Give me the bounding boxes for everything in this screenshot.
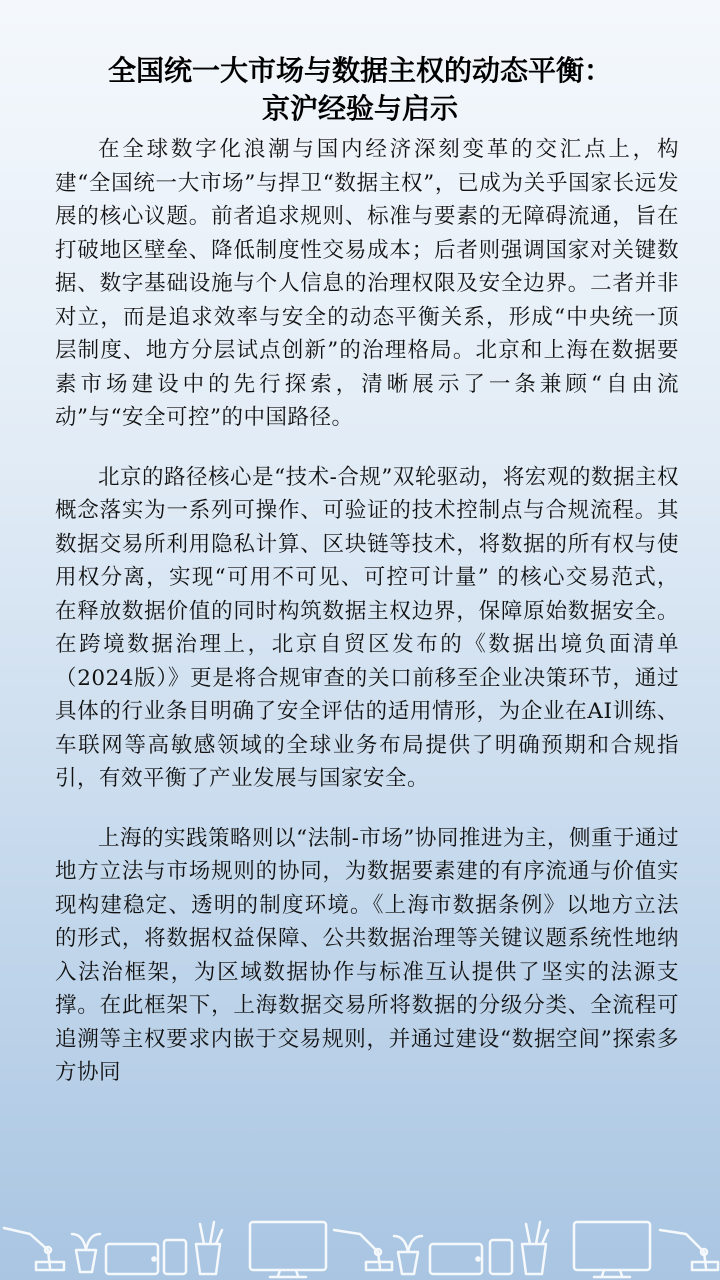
paragraph-1: 在全球数字化浪潮与国内经济深刻变革的交汇点上，构建“全国统一大市场”与捍卫“数据主权”，已成为关乎国家长远发展的核心议题。前者追求规则、标准与要素的无障碍流通，旨在打破地区壁垒、降低制度性交易成本；后者则强调国家对关键数据、数字基础设施与个人信息的治理权限及安全边界。二者并非对立，而是追求效率与安全的动态平衡关系，形成“中央统一顶层制度、地方分层试点创新”的治理格局。北京和上海在数据要素市场建设中的先行探索，清晰展示了一条兼顾“自由流动”与“安全可控”的中国路径。: [55, 137, 679, 430]
desk-lamp-icon-2: [334, 1230, 392, 1270]
pen-cup-icon: [196, 1222, 222, 1274]
article-body: [55, 133, 679, 1116]
monitor-icon-2: [574, 1222, 650, 1277]
phone-icon: [164, 1240, 186, 1274]
monitor-icon: [250, 1222, 326, 1277]
title-line-1: 全国统一大市场与数据主权的动态平衡：: [107, 54, 612, 87]
plant-pot-icon: [72, 1234, 100, 1272]
paragraph-3: 上海的实践策略则以“法制-市场”协同推进为主，侧重于通过地方立法与市场规则的协同，为数据要素建的有序流通与价值实现构建稳定、透明的制度环境。《上海市数据条例》以地方立法的形式，将数据权益保障、公共数据治理等关键议题系统性地纳入法治框架，为区域数据协作与标准互认提供了坚实的法源支撑。在此框架下，上海数据交易所将数据的分级分类、全流程可追溯等主权要求内嵌于交易规则，并通过建设“数据空间”探索多方协同: [55, 825, 679, 1085]
tablet-icon-2: [430, 1244, 482, 1274]
desk-lamp-icon-3: [660, 1230, 718, 1270]
article-title: [0, 52, 720, 128]
tablet-icon: [106, 1244, 158, 1274]
title-line-2: 京沪经验与启示: [261, 92, 458, 125]
plant-pot-icon-2: [394, 1236, 422, 1274]
desk-lamp-icon: [4, 1228, 64, 1270]
pen-cup-icon-2: [522, 1222, 548, 1274]
office-decoration-strip: [0, 1200, 720, 1280]
phone-icon-2: [490, 1240, 512, 1274]
paragraph-2: 北京的路径核心是“技术-合规”双轮驱动，将宏观的数据主权概念落实为一系列可操作、可验证的技术控制点与合规流程。其数据交易所利用隐私计算、区块链等技术，将数据的所有权与使用权分离，实现“可用不可见、可控可计量” 的核心交易范式，在释放数据价值的同时构筑数据主权边界，保障原始数据安全。在跨境数据治理上，北京自贸区发布的《数据出境负面清单（2024版）》更是将合规审查的关口前移至企业决策环节，通过具体的行业条目明确了安全评估的适用情形，为企业在AI训练、车联网等高敏感领域的全球业务布局提供了明确预期和合规指引，有效平衡了产业发展与国家安全。: [55, 464, 679, 791]
